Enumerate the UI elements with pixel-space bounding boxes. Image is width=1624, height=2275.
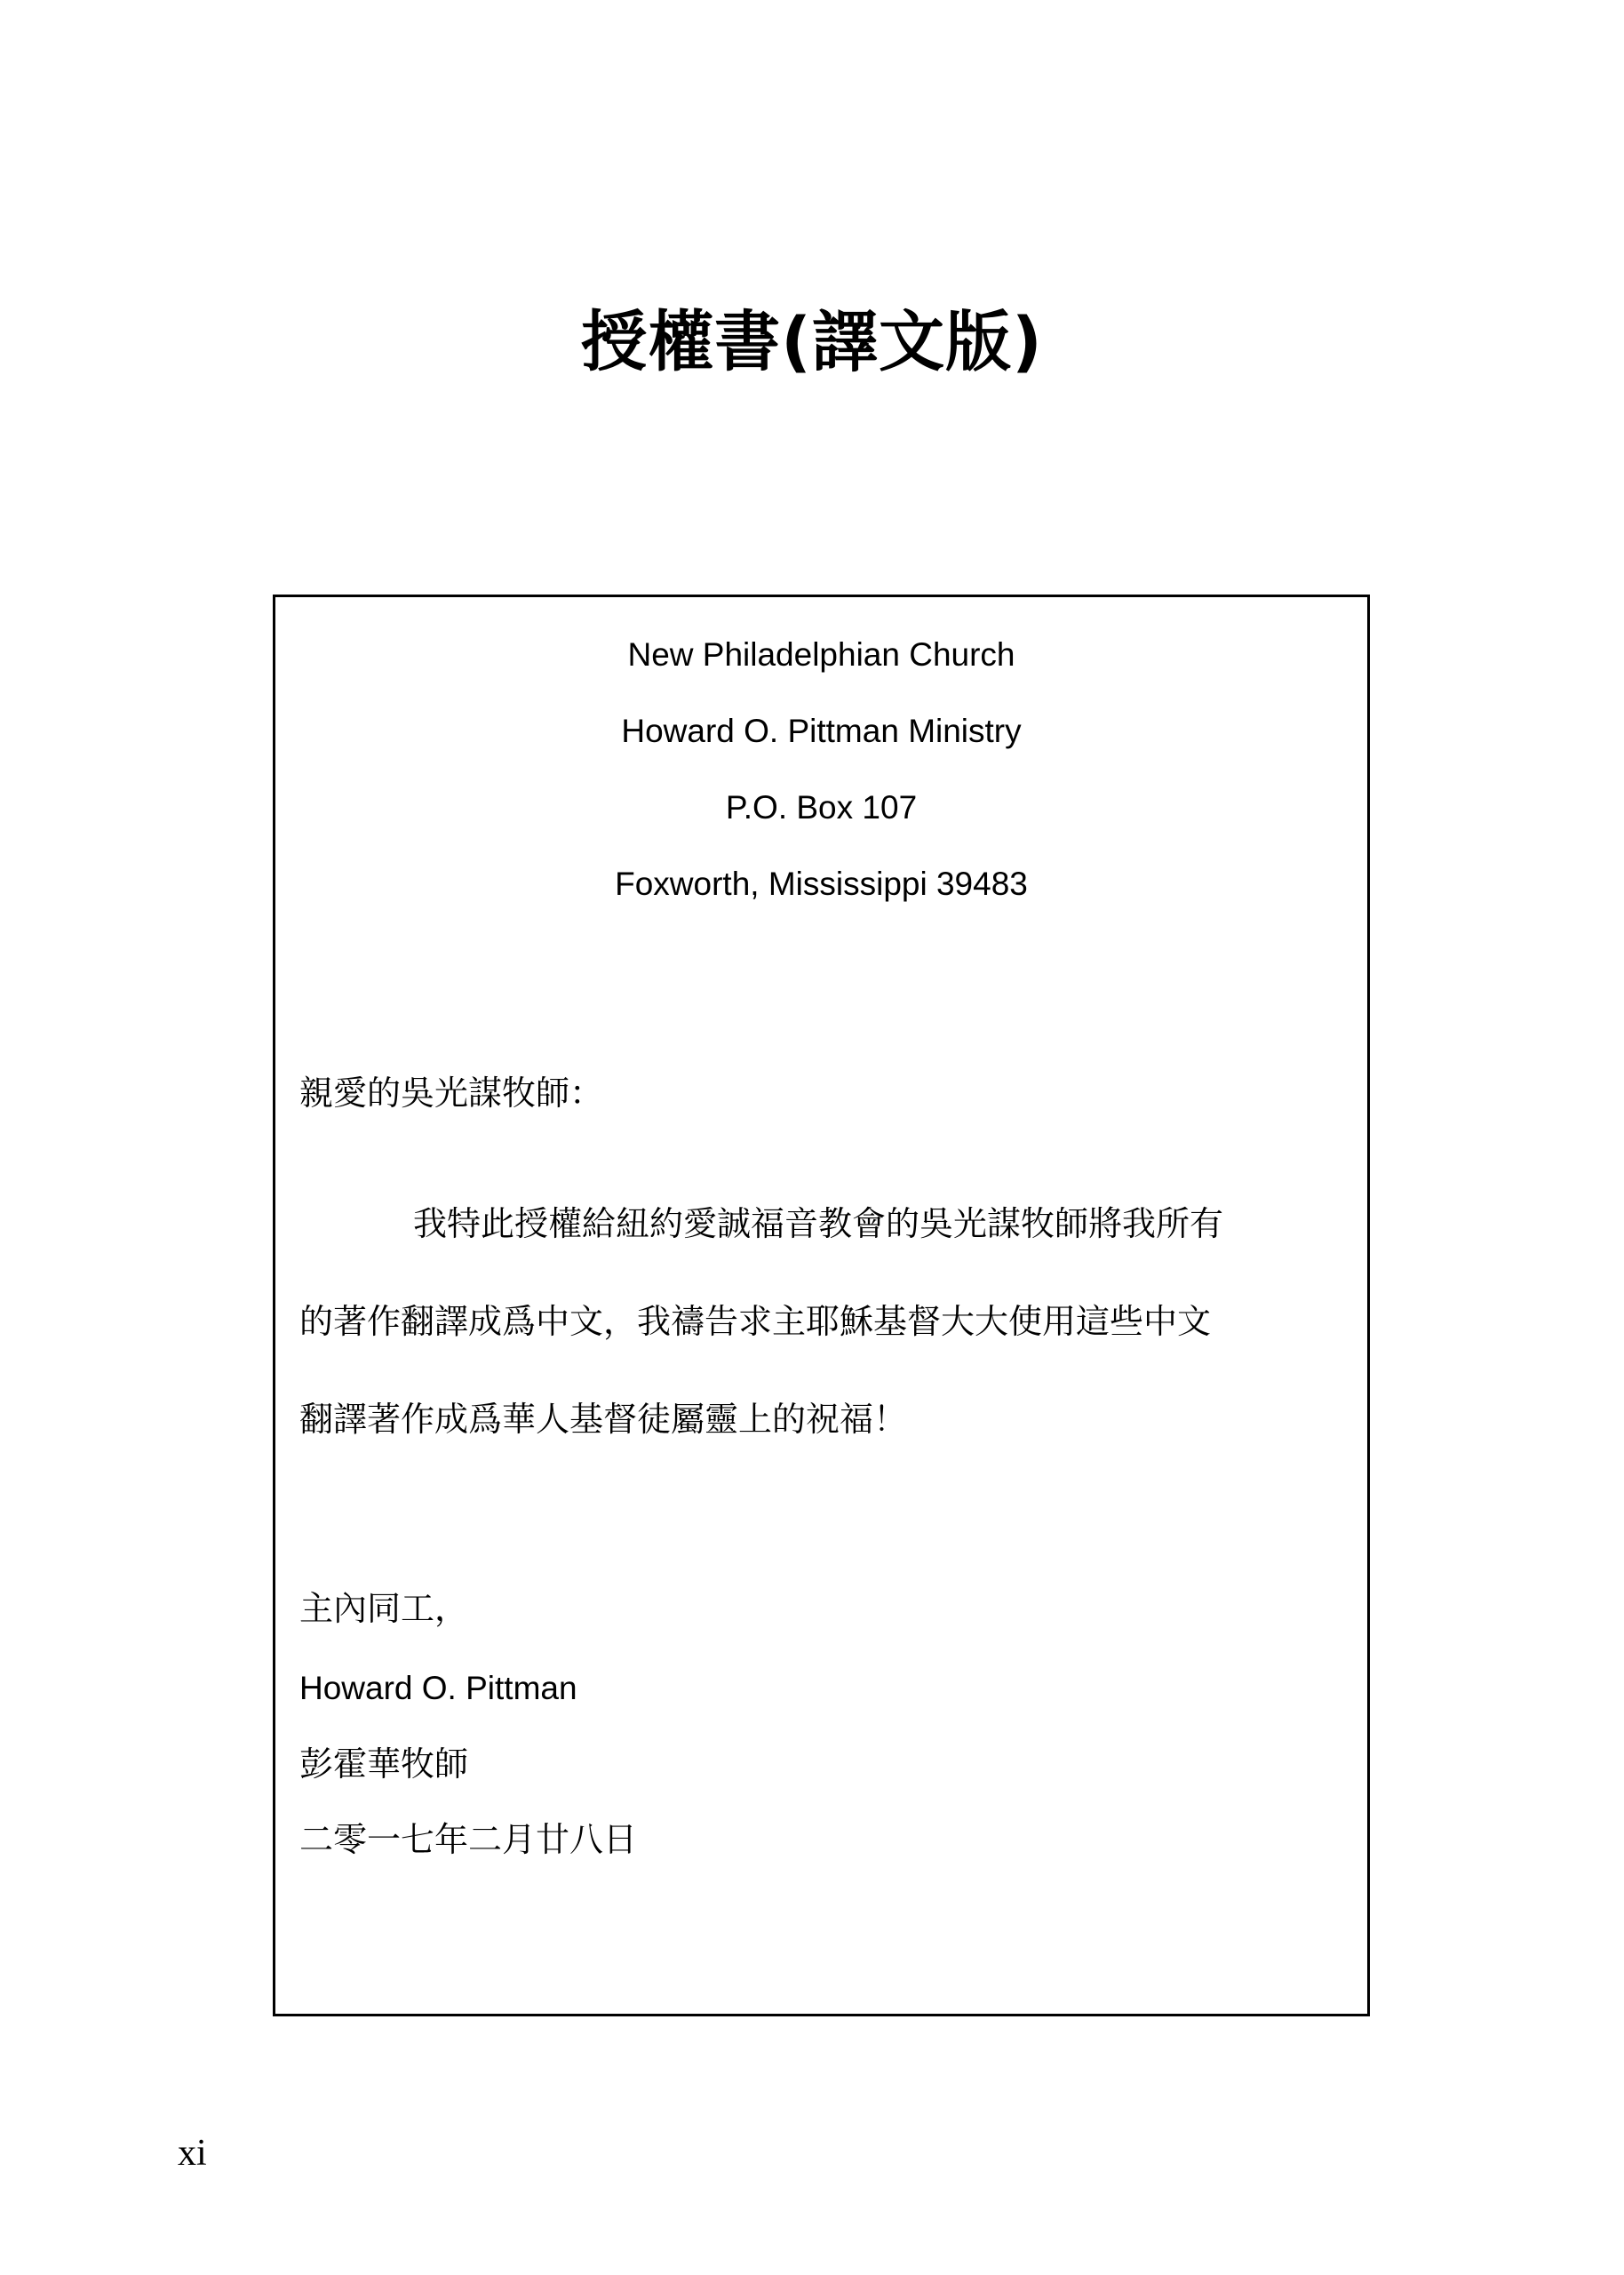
address-line-po-box: P.O. Box 107	[725, 789, 918, 826]
letter-body-line: 翻譯著作成爲華人基督徒屬靈上的祝福！	[299, 1400, 908, 1439]
address-line-city: Foxworth, Mississippi 39483	[615, 866, 1028, 902]
signature-chinese-name: 彭霍華牧師	[299, 1744, 469, 1784]
letter-date: 二零一七年二月廿八日	[299, 1820, 638, 1859]
letter-body	[299, 1175, 1339, 1468]
authorization-letter-box	[273, 595, 1370, 2016]
page-title: 授權書(譯文版)	[581, 304, 1043, 380]
letter-body-line: 我特此授權給紐約愛誠福音教會的吳光謀牧師將我所有	[413, 1204, 1224, 1243]
address-line-ministry: Howard O. Pittman Ministry	[621, 713, 1022, 749]
signature-english-name: Howard O. Pittman	[299, 1670, 577, 1706]
letter-body-line: 的著作翻譯成爲中文，我禱告求主耶穌基督大大使用這些中文	[299, 1302, 1212, 1341]
page-number: xi	[178, 2133, 207, 2174]
letterhead-address	[275, 617, 1367, 922]
letter-closing: 主內同工，	[299, 1589, 469, 1628]
letter-salutation: 親愛的吳光謀牧師：	[299, 1074, 604, 1113]
address-line-church: New Philadelphian Church	[627, 636, 1015, 673]
